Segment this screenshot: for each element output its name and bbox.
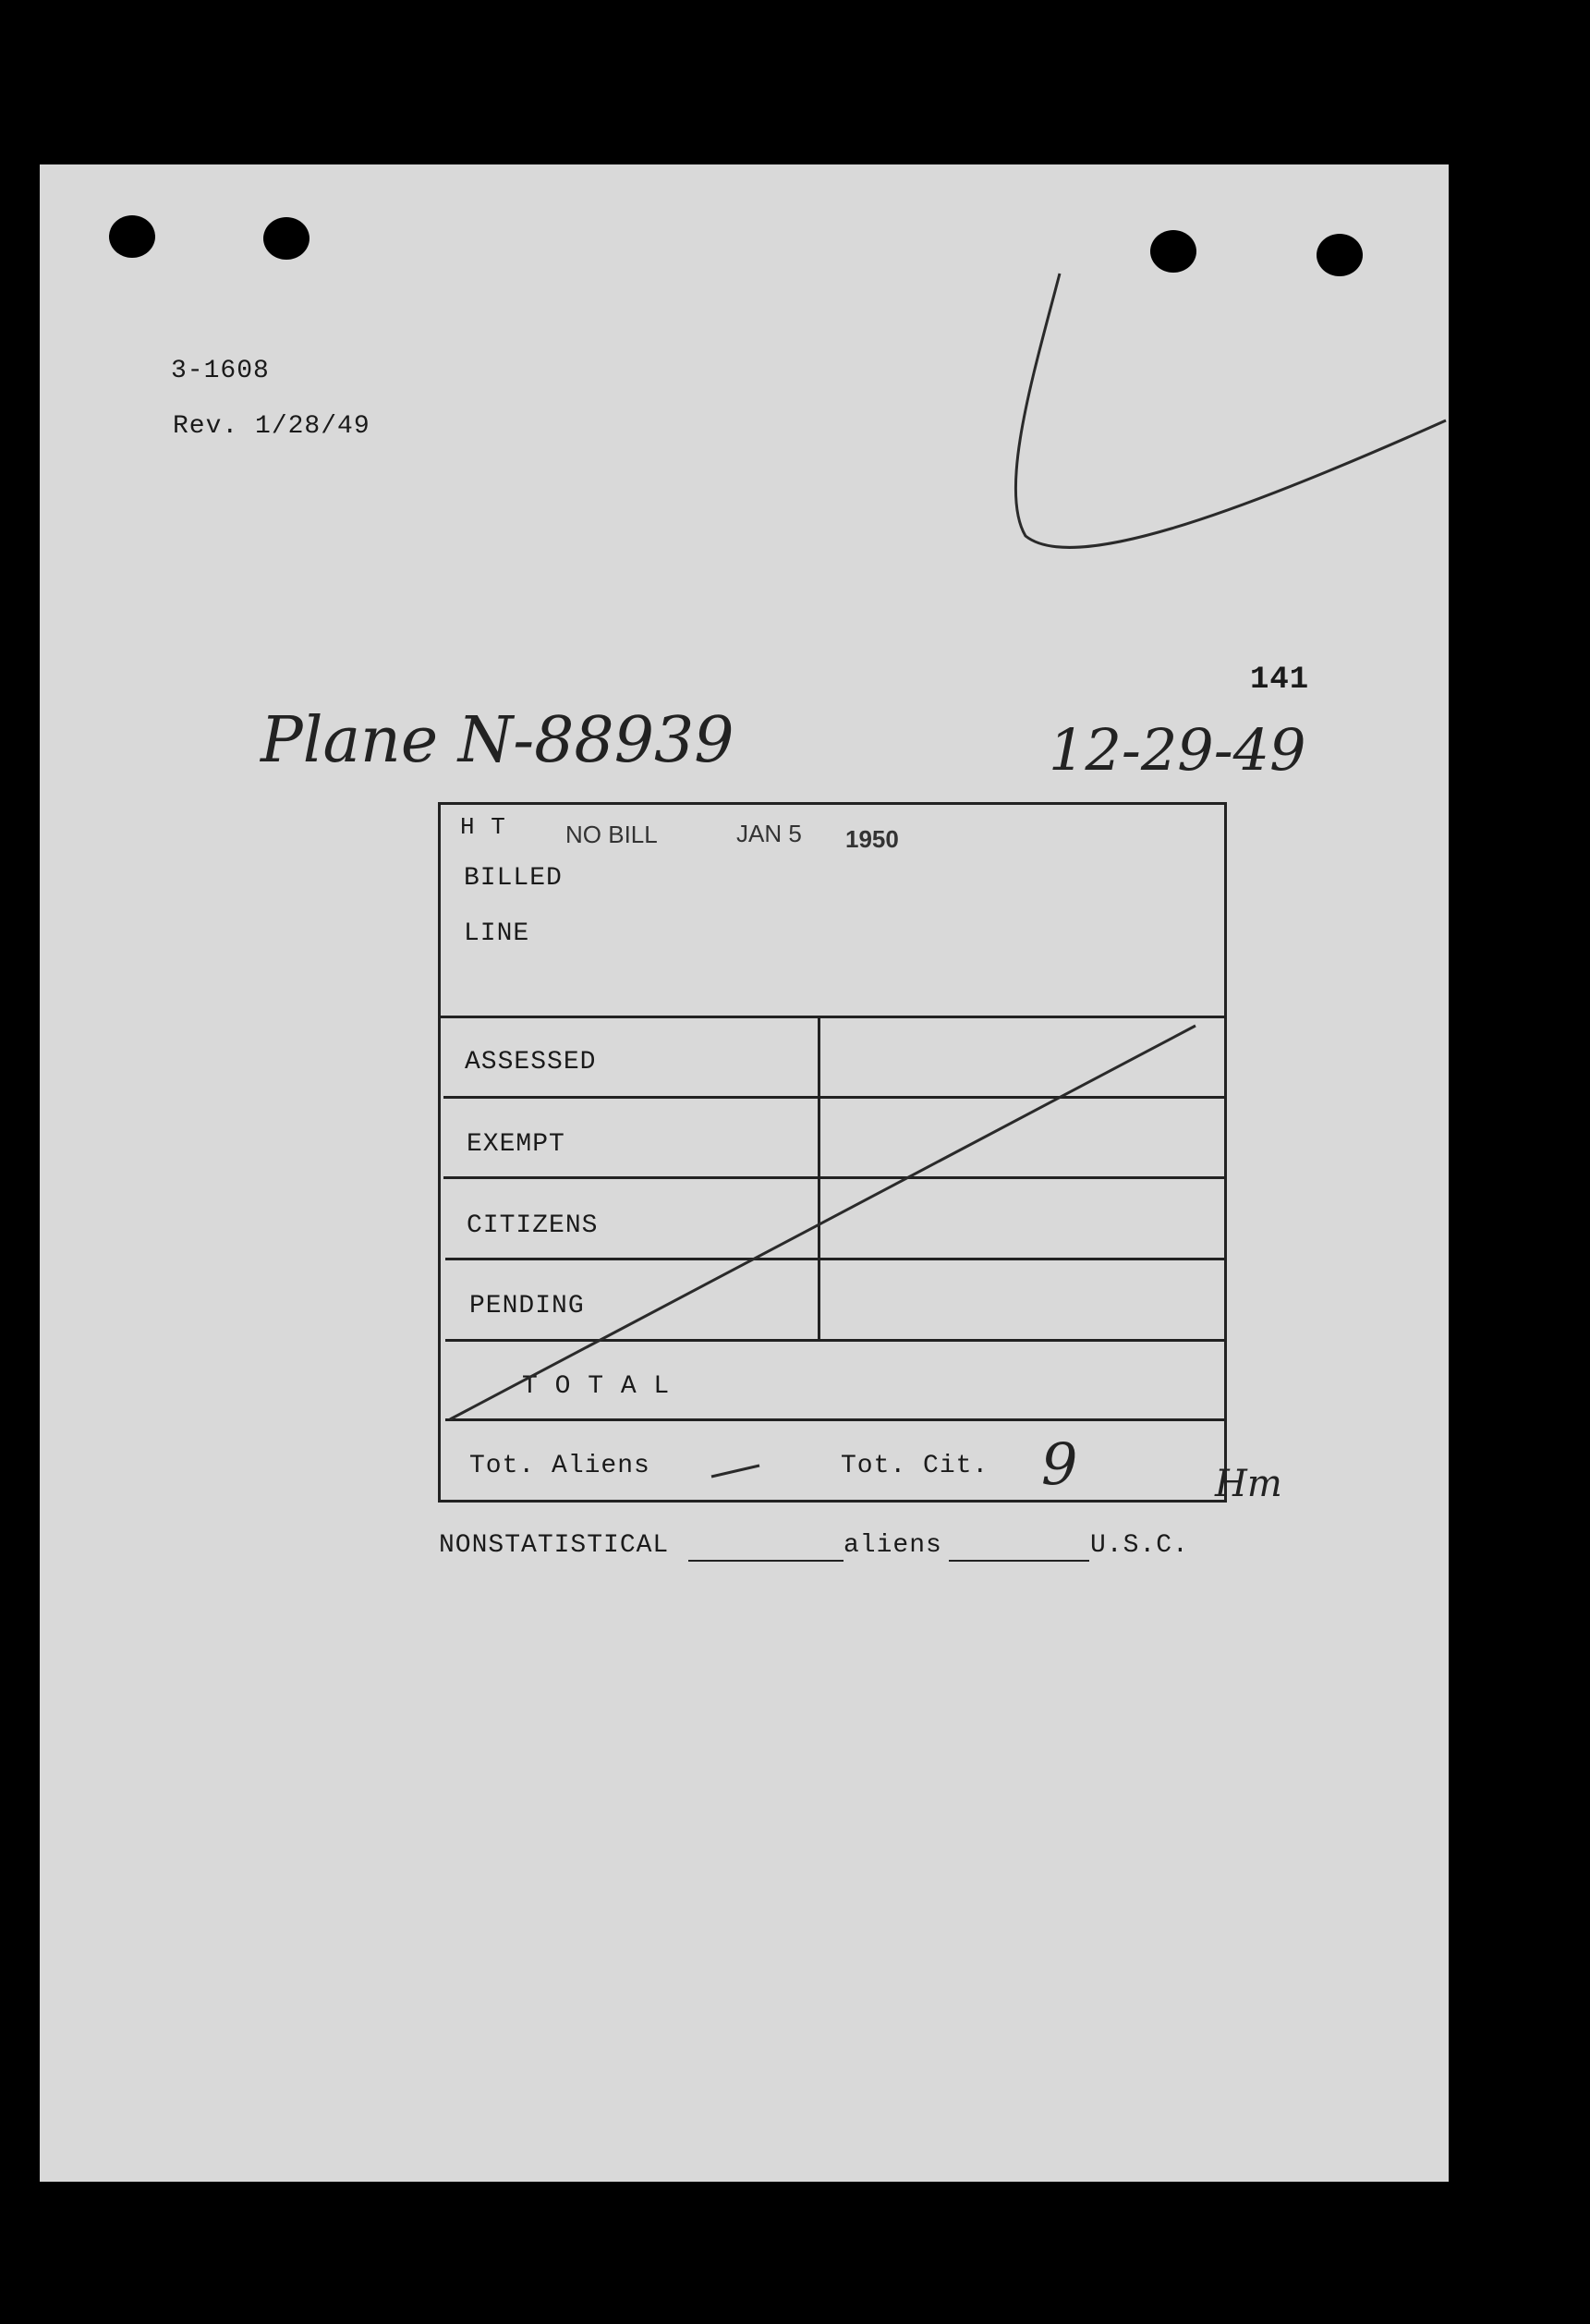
total-label: T O T A L: [522, 1372, 671, 1401]
exempt-label: EXEMPT: [467, 1130, 565, 1159]
tot-cit-label: Tot. Cit.: [841, 1452, 989, 1480]
assessed-label: ASSESSED: [465, 1048, 597, 1077]
usc-label: U.S.C.: [1090, 1531, 1189, 1560]
nonstatistical-label: NONSTATISTICAL: [439, 1531, 670, 1560]
diagonal-strike-line: [450, 1026, 1196, 1419]
date-handwritten: 12-29-49: [1049, 716, 1306, 784]
aliens-label: aliens: [844, 1531, 942, 1560]
tot-aliens-dash: [711, 1466, 759, 1477]
pending-label: PENDING: [469, 1292, 585, 1320]
citizens-label: CITIZENS: [467, 1211, 599, 1240]
form-number: 3-1608: [171, 357, 270, 385]
tot-aliens-label: Tot. Aliens: [469, 1452, 650, 1480]
plane-number-handwritten: Plane N-88939: [261, 704, 734, 777]
no-bill-stamp: NO BILL: [565, 821, 658, 848]
billed-label: BILLED: [464, 864, 563, 893]
curved-check-mark: [1015, 274, 1446, 547]
stamp-month-day: JAN 5: [736, 820, 802, 847]
ht-label: H T: [460, 813, 506, 841]
revision-date: Rev. 1/28/49: [173, 412, 370, 441]
line-label: LINE: [464, 919, 530, 948]
stamp-year: 1950: [845, 825, 899, 853]
initials-handwritten: Hm: [1215, 1463, 1282, 1505]
tot-cit-value-handwritten: 9: [1041, 1430, 1078, 1498]
page-number: 141: [1250, 663, 1310, 698]
